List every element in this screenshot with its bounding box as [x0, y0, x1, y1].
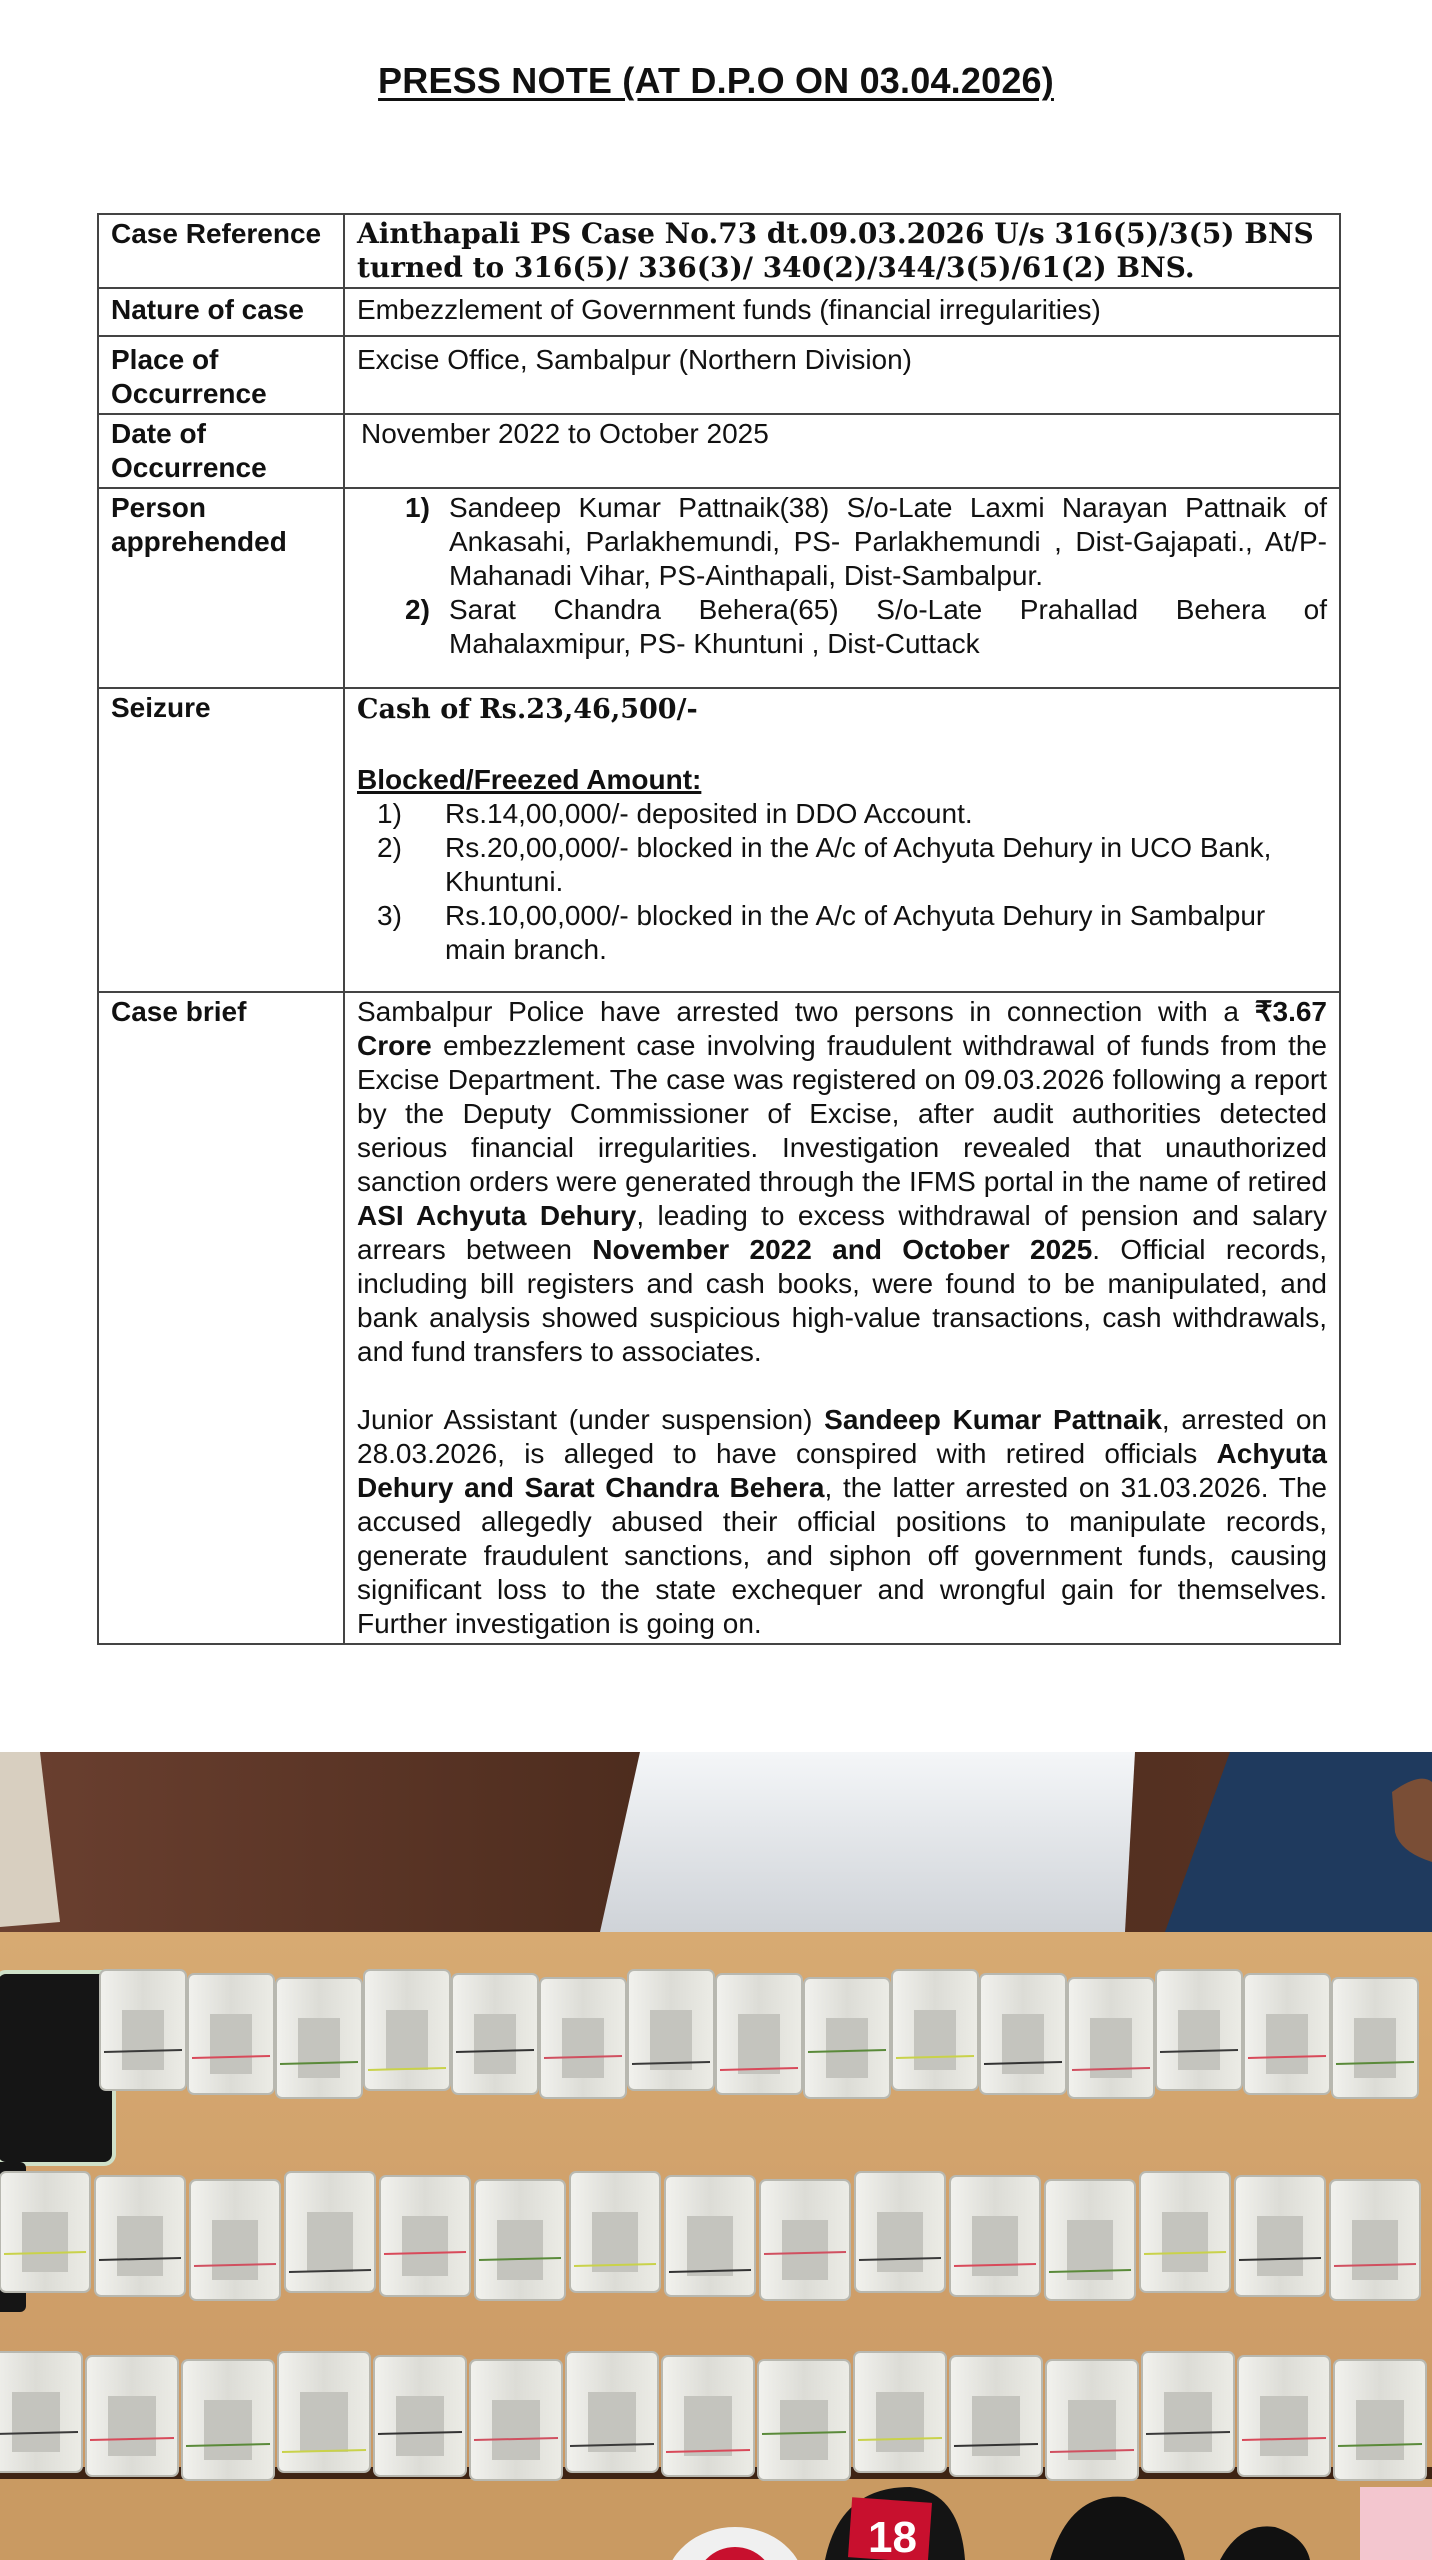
note-print	[972, 2396, 1020, 2456]
text-run: Junior Assistant (under suspension)	[357, 1404, 825, 1435]
note-print	[1266, 2014, 1308, 2074]
bold-text-run: ASI Achyuta Dehury	[357, 1200, 637, 1231]
photo-illustration	[0, 1752, 1432, 2560]
person-text: Sandeep Kumar Pattnaik(38) S/o-Late Laxmi Narayan Pattnaik of Ankasahi, Parlakhemundi, PS- Parlakhemundi , Dist-Gajapati., At/P-Mahanadi Vihar, PS-Ainthapali, Dist-Sambalpur.	[449, 492, 1327, 591]
row-label-date-of-occurrence: Date of Occurrence	[98, 414, 344, 488]
row-label-place-of-occurrence: Place of Occurrence	[98, 336, 344, 414]
person-text: Sarat Chandra Behera(65) S/o-Late Prahallad Behera of Mahalaxmipur, PS- Khuntuni , Dist-Cuttack	[449, 594, 1327, 659]
note-print	[497, 2220, 543, 2280]
note-print	[687, 2216, 733, 2276]
table-row	[98, 488, 1340, 688]
table-row	[98, 414, 1340, 488]
blocked-text: Rs.10,00,000/- blocked in the A/c of Achyuta Dehury in Sambalpur main branch.	[445, 900, 1266, 965]
note-print	[12, 2392, 60, 2452]
list-number: 3)	[377, 900, 402, 931]
note-print	[396, 2396, 444, 2456]
list-item	[377, 797, 1327, 831]
note-print	[684, 2396, 732, 2456]
case-reference-value: Ainthapali PS Case No.73 dt.09.03.2026 U/s 316(5)/3(5) BNS turned to 316(5)/ 336(3)/ 340(2)/344/3(5)/61(2) BNS.	[344, 214, 1340, 288]
note-print	[386, 2010, 428, 2070]
note-print	[738, 2014, 780, 2074]
note-print	[972, 2216, 1018, 2276]
page-title: PRESS NOTE (AT D.P.O ON 03.04.2026)	[378, 60, 1054, 101]
nature-of-case-value: Embezzlement of Government funds (financial irregularities)	[344, 288, 1340, 336]
note-print	[117, 2216, 163, 2276]
note-print	[1164, 2392, 1212, 2452]
note-print	[826, 2018, 868, 2078]
row-label-case-brief: Case brief	[98, 992, 344, 1644]
blocked-text: Rs.20,00,000/- blocked in the A/c of Achyuta Dehury in UCO Bank, Khuntuni.	[445, 832, 1272, 897]
case-brief-paragraph-1	[357, 995, 1327, 1369]
note-print	[300, 2392, 348, 2452]
note-print	[402, 2216, 448, 2276]
note-print	[650, 2010, 692, 2070]
table-row	[98, 214, 1340, 288]
white-cloth	[600, 1752, 1135, 1932]
table-row	[98, 288, 1340, 336]
list-number: 2)	[405, 594, 430, 625]
mic-2-label-text: 18	[868, 2513, 917, 2560]
mic-5	[1360, 2487, 1432, 2560]
note-print	[1162, 2212, 1208, 2272]
bold-text-run: Sandeep Kumar Pattnaik	[824, 1404, 1162, 1435]
note-print	[307, 2212, 353, 2272]
bold-text-run: ₹3.67 Crore	[357, 996, 1327, 1061]
note-print	[204, 2400, 252, 2460]
text-run: , arrested on 28.03.2026, is alleged to have conspired with retired officials	[357, 1404, 1327, 1469]
list-number: 2)	[377, 832, 402, 863]
note-print	[1356, 2400, 1404, 2460]
cash-amount: Cash of Rs.23,46,500/-	[357, 694, 698, 725]
blocked-text: Rs.14,00,000/- deposited in DDO Account.	[445, 798, 973, 829]
note-print	[1352, 2220, 1398, 2280]
note-print	[914, 2010, 956, 2070]
note-print	[298, 2018, 340, 2078]
note-print	[876, 2392, 924, 2452]
list-item	[405, 593, 1327, 661]
list-number: 1)	[377, 798, 402, 829]
text-run: , the latter arrested on 31.03.2026. The accused allegedly abused their official positions to manipulate records, generate fraudulent sanctions, and siphon off government funds, causing significant loss to the state exchequer and wrongful gain for themselves. Further investigation is going on.	[357, 1472, 1327, 1639]
note-print	[1257, 2216, 1303, 2276]
note-print	[780, 2400, 828, 2460]
blocked-list	[357, 797, 1327, 989]
note-print	[212, 2220, 258, 2280]
note-print	[1260, 2396, 1308, 2456]
seizure-value	[344, 688, 1340, 992]
cash-bundles	[0, 1970, 1426, 2480]
note-print	[1002, 2014, 1044, 2074]
note-print	[588, 2392, 636, 2452]
note-print	[782, 2220, 828, 2280]
list-item	[377, 899, 1327, 967]
table-row	[98, 336, 1340, 414]
note-print	[562, 2018, 604, 2078]
row-label-seizure: Seizure	[98, 688, 344, 992]
row-label-person-apprehended: Person apprehended	[98, 488, 344, 688]
note-print	[1354, 2018, 1396, 2078]
text-run: embezzlement case involving fraudulent withdrawal of funds from the Excise Department. The case was registered on 09.03.2026 following a report by the Deputy Commissioner of Excise, after audit authorities detected serious financial irregularities. Investigation revealed that unauthorized sanction orders were generated through the IFMS portal in the name of retired	[357, 1030, 1327, 1197]
seized-cash-photo	[0, 1752, 1432, 2560]
date-of-occurrence-value: November 2022 to October 2025	[344, 414, 1340, 488]
note-print	[22, 2212, 68, 2272]
table-row	[98, 992, 1340, 1644]
row-label-case-reference: Case Reference	[98, 214, 344, 288]
note-print	[1178, 2010, 1220, 2070]
bold-text-run: Achyuta Dehury and Sarat Chandra Behera	[357, 1438, 1327, 1503]
case-brief-value	[344, 992, 1340, 1644]
list-item	[377, 831, 1327, 899]
phone	[0, 1972, 114, 2164]
press-note-table	[97, 213, 1341, 1645]
note-print	[474, 2014, 516, 2074]
note-print	[108, 2396, 156, 2456]
case-brief-paragraph-2	[357, 1403, 1327, 1641]
note-print	[877, 2212, 923, 2272]
person-apprehended-value	[344, 488, 1340, 688]
note-print	[592, 2212, 638, 2272]
person-list	[357, 491, 1327, 685]
list-number: 1)	[405, 492, 430, 523]
row-label-nature-of-case: Nature of case	[98, 288, 344, 336]
table-row	[98, 688, 1340, 992]
note-print	[122, 2010, 164, 2070]
place-of-occurrence-value: Excise Office, Sambalpur (Northern Division)	[344, 336, 1340, 414]
blocked-heading: Blocked/Freezed Amount:	[357, 764, 702, 795]
note-print	[210, 2014, 252, 2074]
list-item	[405, 491, 1327, 593]
text-run: . Official records, including bill registers and cash books, were found to be manipulated, and bank analysis showed suspicious high-value transactions, cash withdrawals, and fund transfers to associates.	[357, 1234, 1327, 1367]
bold-text-run: November 2022 and October 2025	[592, 1234, 1093, 1265]
note-print	[492, 2400, 540, 2460]
text-run: , leading to excess withdrawal of pension and salary arrears between	[357, 1200, 1327, 1265]
text-run: Sambalpur Police have arrested two persons in connection with a	[357, 996, 1255, 1027]
